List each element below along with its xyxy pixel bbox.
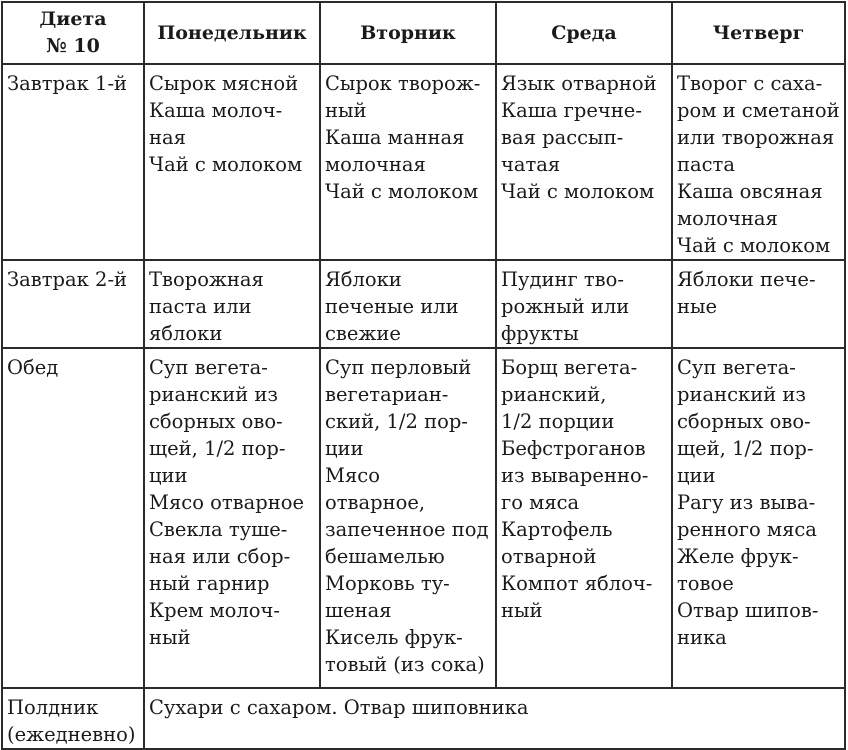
menu-item-line: ром и сметаной bbox=[677, 99, 840, 122]
menu-item-line: ный bbox=[149, 626, 191, 649]
table-row-snack bbox=[2, 688, 845, 749]
menu-cell-tuesday bbox=[320, 260, 496, 348]
menu-item-line: Мясо bbox=[325, 464, 380, 487]
menu-item-line: или творожная bbox=[677, 126, 835, 149]
menu-item-line: ная или сбор- bbox=[149, 545, 291, 568]
menu-item-line: Творог с саха- bbox=[677, 72, 823, 95]
menu-cell-tuesday bbox=[320, 348, 496, 688]
meal-label-text: Завтрак 1-й bbox=[7, 72, 128, 95]
menu-item-line: ции bbox=[149, 464, 188, 487]
table-row-breakfast-1 bbox=[2, 64, 845, 260]
diet-menu-table bbox=[1, 1, 846, 750]
menu-item-line: Отвар шипов- bbox=[677, 599, 819, 622]
diet-number-header bbox=[2, 2, 144, 64]
table-row-lunch bbox=[2, 348, 845, 688]
menu-item-line: товое bbox=[677, 572, 734, 595]
menu-item-line: Бефстроганов bbox=[501, 437, 646, 460]
menu-item-line: паста bbox=[677, 153, 735, 176]
menu-item-line: фрукты bbox=[501, 322, 579, 345]
menu-item-line: вая рассып- bbox=[501, 126, 624, 149]
menu-item-line: сборных ово- bbox=[677, 410, 811, 433]
snack-menu-text: Сухари с сахаром. Отвар шиповника bbox=[149, 696, 529, 719]
menu-item-line: щей, 1/2 пор- bbox=[149, 437, 286, 460]
menu-item-line: печеные или bbox=[325, 295, 459, 318]
menu-item-line: щей, 1/2 пор- bbox=[677, 437, 814, 460]
menu-item-line: отварной bbox=[501, 545, 597, 568]
snack-menu-cell bbox=[144, 688, 845, 749]
menu-item-line: Сырок творож- bbox=[325, 72, 481, 95]
menu-item-line: ные bbox=[677, 295, 718, 318]
menu-cell-tuesday bbox=[320, 64, 496, 260]
menu-cell-monday bbox=[144, 348, 320, 688]
menu-item-line: молочная bbox=[325, 153, 426, 176]
menu-item-line: Чай с молоком bbox=[325, 180, 479, 203]
menu-item-line: Каша манная bbox=[325, 126, 465, 149]
menu-item-line: ции bbox=[325, 437, 364, 460]
menu-item-line: Морковь ту- bbox=[325, 572, 450, 595]
meal-label-text: (ежедневно) bbox=[7, 723, 136, 746]
menu-item-line: Чай с молоком bbox=[677, 234, 831, 257]
menu-cell-thursday bbox=[672, 348, 845, 688]
menu-item-line: Желе фрук- bbox=[677, 545, 799, 568]
menu-cell-thursday bbox=[672, 260, 845, 348]
table-row-breakfast-2 bbox=[2, 260, 845, 348]
menu-cell-thursday bbox=[672, 64, 845, 260]
menu-item-line: Каша гречне- bbox=[501, 99, 642, 122]
menu-item-line: бешамелью bbox=[325, 545, 445, 568]
menu-item-line: рианский из bbox=[149, 383, 279, 406]
menu-item-line: ный bbox=[501, 599, 543, 622]
day-header-wednesday: Среда bbox=[496, 2, 672, 64]
menu-item-line: товый (из сока) bbox=[325, 653, 485, 676]
meal-label bbox=[2, 260, 144, 348]
menu-item-line: ский, 1/2 пор- bbox=[325, 410, 468, 433]
menu-item-line: Кисель фрук- bbox=[325, 626, 463, 649]
menu-item-line: Мясо отварное bbox=[149, 491, 305, 514]
menu-item-line: рианский, bbox=[501, 383, 607, 406]
menu-cell-wednesday bbox=[496, 348, 672, 688]
menu-cell-monday bbox=[144, 260, 320, 348]
menu-item-line: Яблоки bbox=[325, 268, 402, 291]
menu-item-line: ренного мяса bbox=[677, 518, 817, 541]
menu-item-line: Картофель bbox=[501, 518, 613, 541]
menu-cell-wednesday bbox=[496, 64, 672, 260]
day-header-tuesday: Вторник bbox=[320, 2, 496, 64]
menu-item-line: яблоки bbox=[149, 322, 223, 345]
menu-item-line: Язык отварной bbox=[501, 72, 657, 95]
header-line: Диета bbox=[39, 8, 107, 30]
menu-item-line: рожный или bbox=[501, 295, 630, 318]
menu-item-line: запеченное под bbox=[325, 518, 489, 541]
menu-item-line: Пудинг тво- bbox=[501, 268, 624, 291]
menu-item-line: Яблоки пече- bbox=[677, 268, 816, 291]
menu-item-line: отварное, bbox=[325, 491, 426, 514]
menu-item-line: ный bbox=[325, 99, 367, 122]
menu-item-line: Рагу из выва- bbox=[677, 491, 816, 514]
menu-item-line: ная bbox=[149, 126, 186, 149]
day-header-thursday: Четверг bbox=[672, 2, 845, 64]
menu-item-line: Творожная bbox=[149, 268, 264, 291]
menu-item-line: Компот яблоч- bbox=[501, 572, 653, 595]
menu-item-line: Крем молоч- bbox=[149, 599, 280, 622]
menu-item-line: шеная bbox=[325, 599, 392, 622]
menu-cell-wednesday bbox=[496, 260, 672, 348]
menu-item-line: вегетариан- bbox=[325, 383, 449, 406]
menu-item-line: ции bbox=[677, 464, 716, 487]
header-row bbox=[2, 2, 845, 64]
menu-item-line: Борщ вегета- bbox=[501, 356, 638, 379]
meal-label-text: Полдник bbox=[7, 696, 99, 719]
meal-label bbox=[2, 348, 144, 688]
menu-item-line: из вываренно- bbox=[501, 464, 649, 487]
day-header-monday: Понедельник bbox=[144, 2, 320, 64]
menu-item-line: Каша овсяная bbox=[677, 180, 823, 203]
menu-item-line: ный гарнир bbox=[149, 572, 270, 595]
menu-item-line: Суп вегета- bbox=[149, 356, 268, 379]
menu-item-line: Суп перловый bbox=[325, 356, 472, 379]
menu-item-line: го мяса bbox=[501, 491, 580, 514]
menu-item-line: ника bbox=[677, 626, 727, 649]
menu-item-line: 1/2 порции bbox=[501, 410, 615, 433]
meal-label bbox=[2, 688, 144, 749]
menu-item-line: Каша молоч- bbox=[149, 99, 283, 122]
header-line: № 10 bbox=[46, 35, 100, 57]
meal-label-text: Завтрак 2-й bbox=[7, 268, 128, 291]
menu-item-line: Чай с молоком bbox=[149, 153, 303, 176]
menu-item-line: рианский из bbox=[677, 383, 807, 406]
menu-cell-monday bbox=[144, 64, 320, 260]
meal-label bbox=[2, 64, 144, 260]
meal-label-text: Обед bbox=[7, 356, 59, 379]
menu-item-line: Свекла туше- bbox=[149, 518, 288, 541]
menu-item-line: чатая bbox=[501, 153, 561, 176]
menu-item-line: сборных ово- bbox=[149, 410, 283, 433]
menu-item-line: Суп вегета- bbox=[677, 356, 796, 379]
menu-item-line: Чай с молоком bbox=[501, 180, 655, 203]
menu-item-line: паста или bbox=[149, 295, 252, 318]
menu-item-line: молочная bbox=[677, 207, 778, 230]
menu-item-line: свежие bbox=[325, 322, 401, 345]
menu-item-line: Сырок мясной bbox=[149, 72, 299, 95]
